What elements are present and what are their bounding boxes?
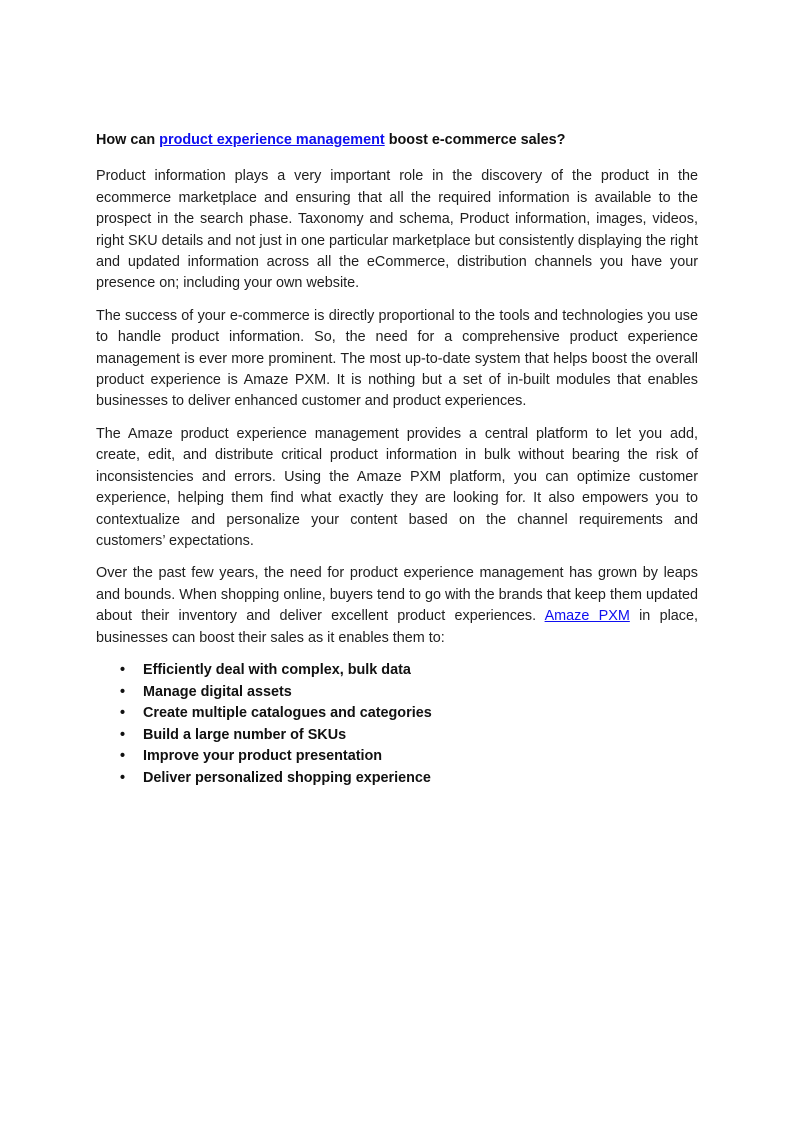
list-item-shopping-experience: • Deliver personalized shopping experience: [143, 768, 698, 790]
amaze-pxm-link[interactable]: Amaze PXM: [544, 608, 630, 625]
paragraph-growth-text-before-link: Over the past few years, the need for product experience management has grown by leaps and bounds. When shopping online, buyers tend to go with the brands that keep them updated about their inventory and deliver excellent product experiences.: [96, 565, 698, 625]
heading-text-after-link: boost e-commerce sales?: [384, 132, 566, 148]
product-experience-management-link[interactable]: product experience management: [159, 132, 385, 148]
paragraph-growth-text-after-link: in place, businesses can boost their sales as it enables them to:: [96, 608, 698, 646]
paragraph-ecommerce-success: The success of your e-commerce is directly proportional to the tools and technologies you use to handle product information. So, the need for a comprehensive product experience management is ever more prominent. The most up-to-date system that helps boost the overall product experience is Amaze PXM. It is nothing but a set of in-built modules that enables businesses to deliver enhanced customer and product experiences.: [96, 307, 698, 410]
list-item-bulk-data: • Efficiently deal with complex, bulk data: [143, 660, 698, 682]
heading-text-before-link: How can: [96, 132, 160, 148]
benefits-list: [96, 660, 698, 790]
paragraph-product-information: Product information plays a very important role in the discovery of the product in the ecommerce marketplace and ensuring that all the required information is available to the prospect in the search phase. Taxonomy and schema, Product information, images, videos, right SKU details and not just in one particular marketplace but consistently displaying the right and updated information across all the eCommerce, distribution channels you have your presence on; including your own website.: [96, 168, 698, 292]
list-item-presentation: • Improve your product presentation: [143, 746, 698, 768]
list-item-skus: • Build a large number of SKUs: [143, 725, 698, 747]
document-heading: [96, 130, 698, 151]
list-item-catalogues: • Create multiple catalogues and categories: [143, 703, 698, 725]
list-item-digital-assets: • Manage digital assets: [143, 682, 698, 704]
paragraph-amaze-platform: The Amaze product experience management provides a central platform to let you add, create, edit, and distribute critical product information in bulk without bearing the risk of inconsistencies and errors. Using the Amaze PXM platform, you can optimize customer experience, helping them find what exactly they are looking for. It also empowers you to contextualize and personalize your content based on the channel requirements and customers’ expectations.: [96, 425, 698, 549]
paragraph-growth: [96, 563, 698, 649]
